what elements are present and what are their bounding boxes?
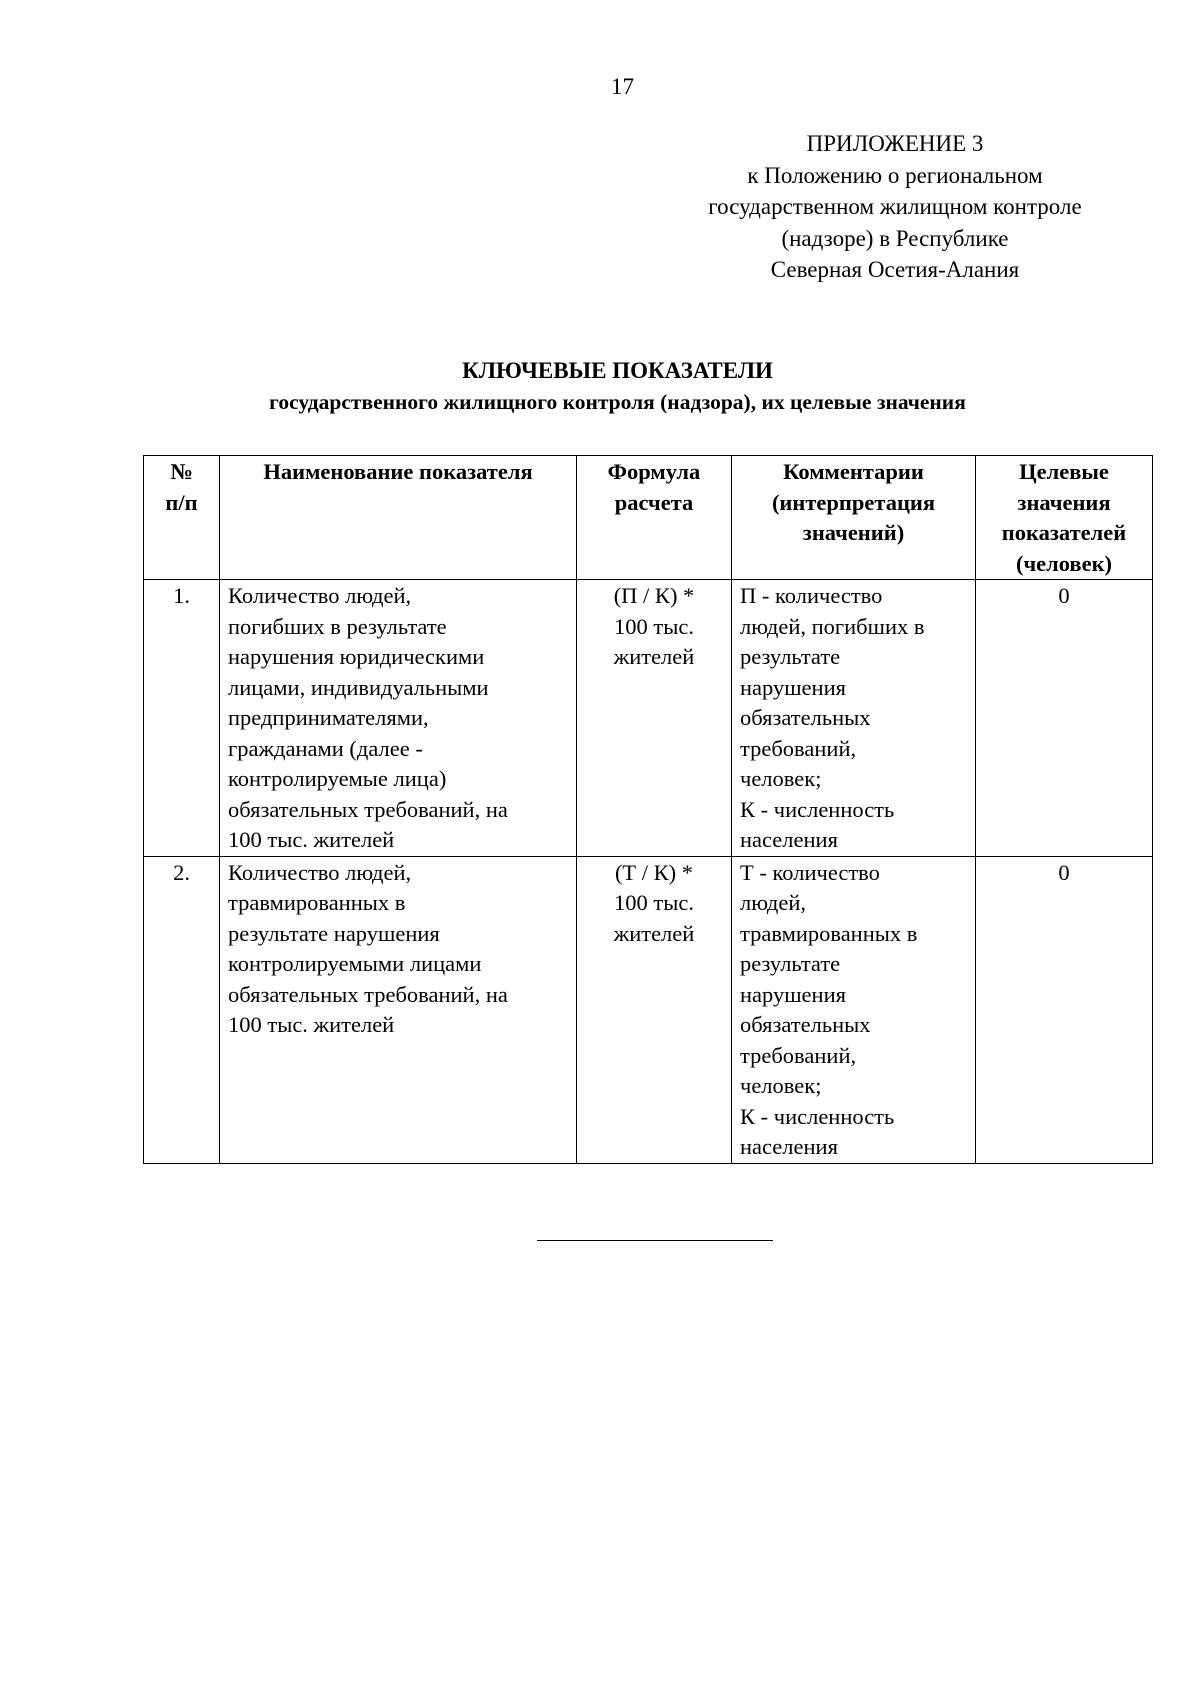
cell-formula: (П / К) * 100 тыс. жителей bbox=[577, 580, 732, 857]
table-row bbox=[144, 856, 1153, 1163]
cell-number: 2. bbox=[144, 856, 220, 1163]
appendix-line: (надзоре) в Республике bbox=[781, 225, 1009, 251]
header-indicator-name: Наименование показателя bbox=[220, 456, 577, 580]
end-divider-line bbox=[537, 1240, 773, 1241]
table-row bbox=[144, 580, 1153, 857]
cell-number: 1. bbox=[144, 580, 220, 857]
appendix-line: к Положению о региональном bbox=[747, 162, 1043, 188]
cell-formula: (Т / К) * 100 тыс. жителей bbox=[577, 856, 732, 1163]
cell-comment: Т - количество людей, травмированных в результате нарушения обязательных требований, человек; К - численность населения bbox=[732, 856, 976, 1163]
header-target-values: Целевые значения показателей (человек) bbox=[976, 456, 1153, 580]
document-title: КЛЮЧЕВЫЕ ПОКАЗАТЕЛИ bbox=[462, 358, 773, 383]
cell-target-value: 0 bbox=[976, 580, 1153, 857]
document-heading bbox=[140, 355, 1095, 417]
appendix-line: государственном жилищном контроле bbox=[708, 194, 1082, 219]
header-number: № п/п bbox=[144, 456, 220, 580]
page-number: 17 bbox=[611, 74, 634, 99]
cell-target-value: 0 bbox=[976, 856, 1153, 1163]
header-comments: Комментарии (интерпретация значений) bbox=[732, 456, 976, 580]
appendix-line: Северная Осетия-Алания bbox=[770, 257, 1020, 282]
cell-comment: П - количество людей, погибших в результате нарушения обязательных требований, человек; К - численность населения bbox=[732, 580, 976, 857]
appendix-line: ПРИЛОЖЕНИЕ 3 bbox=[806, 131, 984, 156]
header-formula: Формула расчета bbox=[577, 456, 732, 580]
appendix-header bbox=[620, 128, 1170, 286]
table-header-row bbox=[144, 456, 1153, 580]
document-subtitle: государственного жилищного контроля (надзора), их целевые значения bbox=[269, 390, 966, 414]
indicators-table bbox=[143, 455, 1153, 1164]
cell-indicator-name: Количество людей, травмированных в результате нарушения контролируемыми лицами обязательных требований, на 100 тыс. жителей bbox=[220, 856, 577, 1163]
cell-indicator-name: Количество людей, погибших в результате нарушения юридическими лицами, индивидуальными предпринимателями, гражданами (далее - контролируемые лица) обязательных требований, на 100 тыс. жителей bbox=[220, 580, 577, 857]
